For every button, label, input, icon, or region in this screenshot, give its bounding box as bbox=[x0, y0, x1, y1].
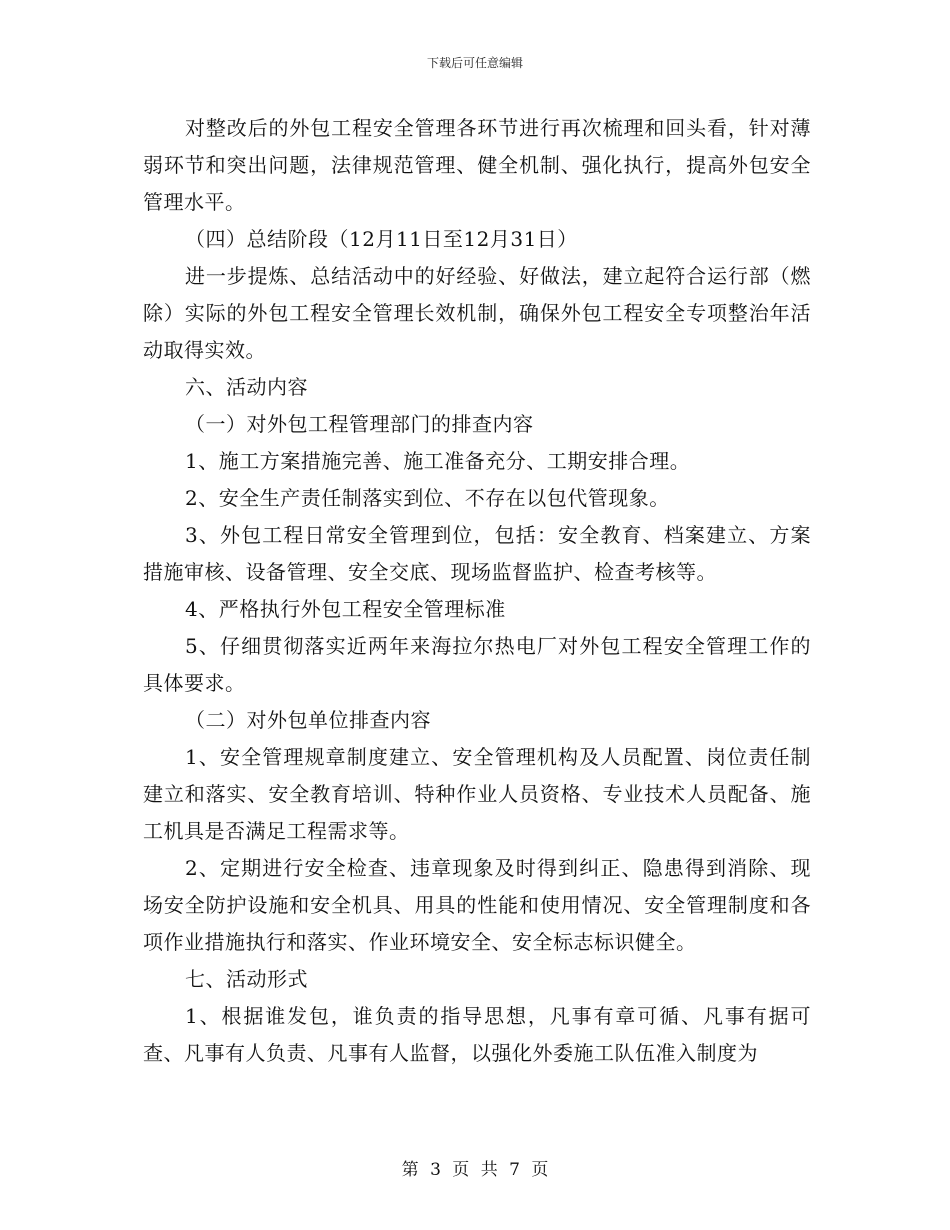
section-heading-activity-form: 七、活动形式 bbox=[185, 967, 308, 991]
list-item-form-1: 1、根据谁发包，谁负责的指导思想，凡事有章可循、凡事有据可查、凡事有人负责、凡事有人监督，以强化外委施工队伍准入制度为 bbox=[143, 1004, 811, 1065]
list-item-dept-2: 2、安全生产责任制落实到位、不存在以包代管现象。 bbox=[185, 486, 670, 510]
document-body bbox=[143, 110, 811, 1072]
subsection-heading-department-check: （一）对外包工程管理部门的排查内容 bbox=[185, 412, 534, 436]
list-item-dept-1: 1、施工方案措施完善、施工准备充分、工期安排合理。 bbox=[185, 449, 691, 473]
header-note: 下载后可任意编辑 bbox=[426, 56, 523, 70]
paragraph-rectification-review: 对整改后的外包工程安全管理各环节进行再次梳理和回头看，针对薄弱环节和突出问题，法律规范管理、健全机制、强化执行，提高外包安全管理水平。 bbox=[143, 116, 811, 214]
paragraph-summary-stage-heading: （四）总结阶段（12月11日至12月31日） bbox=[185, 227, 578, 251]
list-item-contractor-1: 1、安全管理规章制度建立、安全管理机构及人员配置、岗位责任制建立和落实、安全教育培训、特种作业人员资格、专业技术人员配备、施工机具是否满足工程需求等。 bbox=[143, 745, 811, 843]
list-item-contractor-2: 2、定期进行安全检查、违章现象及时得到纠正、隐患得到消除、现场安全防护设施和安全机具、用具的性能和使用情况、安全管理制度和各项作业措施执行和落实、作业环境安全、安全标志标识健全。 bbox=[143, 856, 811, 954]
paragraph-summary-stage-body: 进一步提炼、总结活动中的好经验、好做法，建立起符合运行部（燃除）实际的外包工程安全管理长效机制，确保外包工程安全专项整治年活动取得实效。 bbox=[143, 264, 811, 362]
section-heading-activity-content: 六、活动内容 bbox=[185, 375, 308, 399]
subsection-heading-contractor-check: （二）对外包单位排查内容 bbox=[185, 708, 431, 732]
list-item-dept-5: 5、仔细贯彻落实近两年来海拉尔热电厂对外包工程安全管理工作的具体要求。 bbox=[143, 634, 811, 695]
list-item-dept-4: 4、严格执行外包工程安全管理标准 bbox=[185, 597, 506, 621]
page-number-footer: 第 3 页 共 7 页 bbox=[401, 1160, 549, 1180]
list-item-dept-3: 3、外包工程日常安全管理到位，包括：安全教育、档案建立、方案措施审核、设备管理、安全交底、现场监督监护、检查考核等。 bbox=[143, 523, 811, 584]
